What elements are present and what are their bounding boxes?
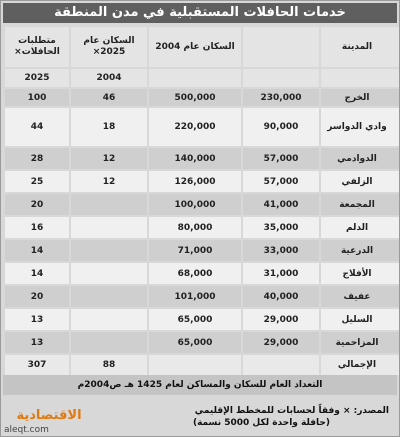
- header-row: [5, 27, 399, 67]
- cell-buses: 44: [5, 108, 69, 146]
- cell-x: [71, 194, 147, 215]
- cell-buses: 14: [5, 263, 69, 284]
- cell-city: الخرج: [321, 89, 399, 106]
- cell-city: الأفلاج: [321, 263, 399, 284]
- subheader-pop2025: 2004: [71, 69, 147, 87]
- table-row: [5, 240, 399, 261]
- subheader-buses: 2025: [5, 69, 69, 87]
- cell-buses: 14: [5, 240, 69, 261]
- cell-pop2004: 29,000: [243, 332, 319, 353]
- cell-x: 12: [71, 171, 147, 192]
- header-city: المدينة: [321, 27, 399, 67]
- source-note: [134, 405, 389, 429]
- subheader-city: [321, 69, 399, 87]
- cell-pop2025: 65,000: [149, 309, 241, 330]
- table-row: [5, 286, 399, 307]
- total-empty-2: [149, 355, 241, 375]
- cell-x: 46: [71, 89, 147, 106]
- cell-pop2004: 33,000: [243, 240, 319, 261]
- header-pop2004: السكان عام 2004: [149, 27, 241, 67]
- site-watermark: aleqt.com: [4, 425, 49, 435]
- cell-pop2004: 57,000: [243, 171, 319, 192]
- cell-city: الزلفي: [321, 171, 399, 192]
- cell-pop2025: 71,000: [149, 240, 241, 261]
- cell-pop2025: 126,000: [149, 171, 241, 192]
- cell-city: عفيف: [321, 286, 399, 307]
- table-body: [5, 27, 399, 375]
- cell-buses: 25: [5, 171, 69, 192]
- total-buses: 307: [5, 355, 69, 375]
- cell-buses: 100: [5, 89, 69, 106]
- cell-x: [71, 286, 147, 307]
- cell-city: وادي الدواسر: [321, 108, 399, 146]
- cell-city: المجمعة: [321, 194, 399, 215]
- cell-buses: 28: [5, 148, 69, 169]
- cell-pop2004: 31,000: [243, 263, 319, 284]
- table-row: [5, 332, 399, 353]
- total-empty-1: [243, 355, 319, 375]
- subheader-pop2004: [149, 69, 241, 87]
- cell-pop2004: 57,000: [243, 148, 319, 169]
- table-row: [5, 171, 399, 192]
- cell-city: المزاحمية: [321, 332, 399, 353]
- cell-city: الدلم: [321, 217, 399, 238]
- cell-x: [71, 263, 147, 284]
- cell-buses: 20: [5, 194, 69, 215]
- table-row: [5, 309, 399, 330]
- cell-pop2004: 41,000: [243, 194, 319, 215]
- cell-pop2004: 29,000: [243, 309, 319, 330]
- total-x: 88: [71, 355, 147, 375]
- census-footnote: التعداد العام للسكان والمساكن لعام 1425 هـ ص2004م: [3, 375, 397, 395]
- cell-buses: 13: [5, 309, 69, 330]
- cell-pop2025: 65,000: [149, 332, 241, 353]
- header-buses: متطلبات الحافلات×: [5, 27, 69, 67]
- cell-pop2004: 40,000: [243, 286, 319, 307]
- header-pop2025: السكان عام 2025×: [71, 27, 147, 67]
- table-row: [5, 89, 399, 106]
- cell-pop2004: 35,000: [243, 217, 319, 238]
- brand-logo: الاقتصادية: [16, 408, 82, 423]
- bus-services-table: [3, 25, 400, 377]
- cell-x: 12: [71, 148, 147, 169]
- subheader-row: [5, 69, 399, 87]
- cell-x: 18: [71, 108, 147, 146]
- total-row: [5, 355, 399, 375]
- cell-city: السليل: [321, 309, 399, 330]
- cell-city: الدوادمي: [321, 148, 399, 169]
- cell-pop2025: 68,000: [149, 263, 241, 284]
- total-label: الإجمالي: [321, 355, 399, 375]
- cell-pop2025: 101,000: [149, 286, 241, 307]
- cell-pop2004: 90,000: [243, 108, 319, 146]
- cell-pop2004: 230,000: [243, 89, 319, 106]
- cell-pop2025: 220,000: [149, 108, 241, 146]
- table-row: [5, 148, 399, 169]
- cell-x: [71, 332, 147, 353]
- source-line-2: (حافلة واحدة لكل 5000 نسمة): [192, 418, 331, 428]
- header-empty: [243, 27, 319, 67]
- table-row: [5, 217, 399, 238]
- table-title: خدمات الحافلات المستقبلية في مدن المنطقة: [3, 3, 397, 23]
- cell-buses: 16: [5, 217, 69, 238]
- cell-pop2025: 500,000: [149, 89, 241, 106]
- cell-buses: 13: [5, 332, 69, 353]
- cell-pop2025: 80,000: [149, 217, 241, 238]
- subheader-empty: [243, 69, 319, 87]
- cell-x: [71, 240, 147, 261]
- cell-pop2025: 100,000: [149, 194, 241, 215]
- table-row: [5, 263, 399, 284]
- table-row: [5, 108, 399, 146]
- cell-city: الدرعية: [321, 240, 399, 261]
- cell-x: [71, 309, 147, 330]
- table-row: [5, 194, 399, 215]
- cell-x: [71, 217, 147, 238]
- cell-pop2025: 140,000: [149, 148, 241, 169]
- source-line-1: المصدر: × وفقاً لحسابات للمخطط الإقليمي: [194, 406, 389, 416]
- cell-buses: 20: [5, 286, 69, 307]
